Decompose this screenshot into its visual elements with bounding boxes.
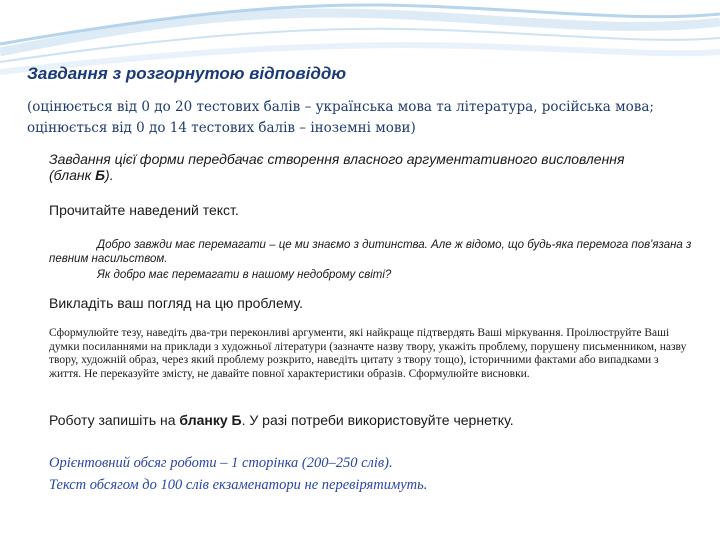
- requirements-text: Сформулюйте тезу, наведіть два-три переконливі аргументи, які найкраще підтвердять Ваші міркування. Проілюструйте Ваші думки посиланнями на приклади з художньої літератури (зазначте назву твору, укажіть проблему, порушену письменником, назву твору, художній образ, через який проблему розкрито, наведіть цитату з твору тощо), історичними фактами або випадками з життя. Не переказуйте змісту, не давайте повної характеристики образів. Сформулюйте висновки.: [49, 327, 687, 380]
- answer-sheet-label: бланку Б: [179, 412, 242, 428]
- quote-paragraph-2: Як добро має перемагати в нашому недоброму світі?: [97, 269, 392, 281]
- quoted-text: [49, 238, 704, 282]
- page-title: Завдання з розгорнутою відповіддю: [27, 64, 347, 83]
- task-intro: Завдання цієї форми передбачає створення власного аргументативного висловлення (бланк Б).: [49, 151, 625, 183]
- quote-paragraph-1: Добро завжди має перемагати – це ми знаємо з дитинства. Але ж відомо, що будь-яка перемога пов'язана з певним насильством.: [49, 239, 692, 265]
- writing-instruction: Роботу запишіть на бланку Б. У разі потреби використовуйте чернетку.: [49, 412, 514, 428]
- read-instruction: Прочитайте наведений текст.: [49, 202, 239, 218]
- scoring-line-2: оцінюється від 0 до 14 тестових балів – іноземні мови): [27, 120, 416, 136]
- scoring-note: [27, 97, 717, 139]
- volume-note: [49, 452, 427, 496]
- volume-note-line-2: Текст обсягом до 100 слів екзаменатори не перевірятимуть.: [49, 477, 428, 493]
- task-prompt: Викладіть ваш погляд на цю проблему.: [49, 295, 304, 311]
- form-letter: Б: [95, 167, 106, 183]
- scoring-line-1: (оцінюється від 0 до 20 тестових балів – українська мова та література, російська мова;: [27, 99, 654, 115]
- volume-note-line-1: Орієнтовний обсяг роботи – 1 сторінка (200–250 слів).: [49, 455, 393, 471]
